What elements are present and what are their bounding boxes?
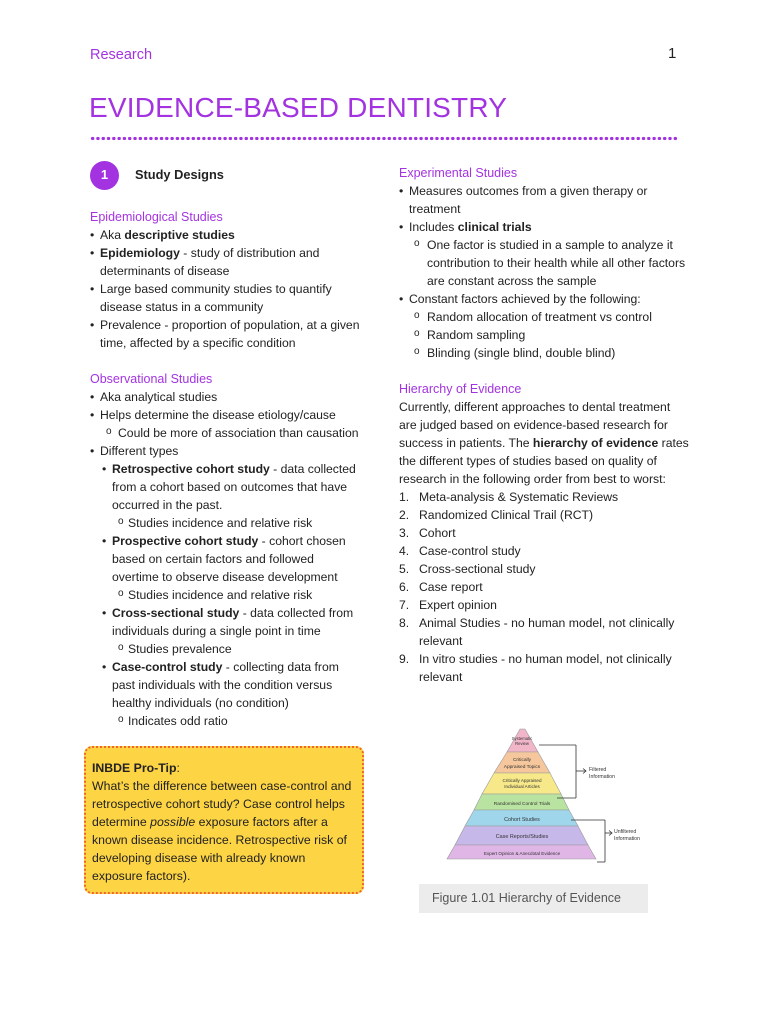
svg-text:Review: Review [515,741,529,746]
section-number-badge: 1 [90,161,119,190]
study-designs-heading [90,160,360,190]
list-item: 2. Randomized Clinical Trail (RCT) [399,508,594,522]
list-item: 5. Cross-sectional study [399,562,536,576]
unfiltered-label: Information [614,836,640,842]
sub-list-item: o Indicates odd ratio [90,712,360,730]
filtered-label: Filtered [589,767,607,773]
list-item: • Aka analytical studies [90,388,360,406]
filtered-label: Information [589,774,615,780]
list-item: • Helps determine the disease etiology/cause [90,406,360,424]
svg-text:Appraised Topics: Appraised Topics [503,765,541,770]
epidemiological-heading: Epidemiological Studies [90,210,223,224]
study-type-item: • Cross-sectional study - data collected from individuals during a single point in time [90,604,360,640]
page-title: EVIDENCE-BASED DENTISTRY [89,92,508,123]
list-item: 4. Case-control study [399,544,521,558]
svg-text:Cohort Studies: Cohort Studies [504,817,540,823]
list-item: • Constant factors achieved by the following: [399,290,689,308]
observational-list [90,388,360,730]
list-item: 7. Expert opinion [399,598,497,612]
svg-text:Systematic: Systematic [511,736,533,741]
study-type-item: • Prospective cohort study - cohort chosen based on certain factors and followed overtime to observe disease development [90,532,360,586]
sub-list-item: o One factor is studied in a sample to analyze it contribution to their health while all other factors are constant across the sample [399,236,689,290]
svg-text:Randomised Control Trials: Randomised Control Trials [493,802,551,807]
list-item: 1. Meta-analysis & Systematic Reviews [399,490,619,504]
sub-list-item: o Studies prevalence [90,640,360,658]
list-item: • Large based community studies to quantify disease status in a community [90,280,360,316]
list-item: • Aka descriptive studies [90,226,360,244]
hierarchy-paragraph: Currently, different approaches to dental treatment are judged based on evidence-based research for success in patients. The hierarchy of evidence rates the different types of studies based on quality of research in the following order from best to worst: [399,400,689,486]
hierarchy-heading: Hierarchy of Evidence [399,382,522,396]
list-item: 3. Cohort [399,526,456,540]
svg-text:Individual Articles: Individual Articles [504,784,540,789]
sub-list-item: o Blinding (single blind, double blind) [399,344,689,362]
list-item: 8. Animal Studies - no human model, not clinically relevant [399,616,675,648]
figure-caption: Figure 1.01 Hierarchy of Evidence [419,884,648,913]
observational-heading: Observational Studies [90,372,213,386]
list-item: 9. In vitro studies - no human model, not clinically relevant [399,652,672,684]
hierarchy-pyramid-figure [419,726,647,876]
svg-text:Expert Opinion & Anecdotal Evi: Expert Opinion & Anecdotal Evidence [483,851,561,856]
page-number: 1 [668,45,677,62]
list-item: • Includes clinical trials [399,218,689,236]
study-type-item: • Retrospective cohort study - data collected from a cohort based on outcomes that have occurred in the past. [90,460,360,514]
svg-text:Critically: Critically [512,758,532,763]
sub-list-item: o Random sampling [399,326,689,344]
list-item: • Different types [90,442,360,460]
dotted-divider [90,136,679,141]
experimental-list [399,182,689,362]
sub-list-item: o Random allocation of treatment vs control [399,308,689,326]
list-item: • Prevalence - proportion of population, at a given time, affected by a specific condition [90,316,360,352]
right-column [399,164,689,686]
study-type-item: • Case-control study - collecting data from past individuals with the condition versus healthy individuals (no condition) [90,658,360,712]
pro-tip-title: INBDE Pro-Tip: [92,761,180,775]
left-column [90,160,360,730]
list-item: • Measures outcomes from a given therapy or treatment [399,182,689,218]
study-designs-label: Study Designs [135,167,224,182]
unfiltered-label: Unfiltered [614,829,637,835]
section-label: Research [90,47,153,63]
svg-text:Case Reports/Studies: Case Reports/Studies [495,834,549,840]
pro-tip-text: What’s the difference between case-control and retrospective cohort study? Case control helps determine possible exposure factors after a known disease incidence. Retrospective risk of developing disease with already known exposure factors). [92,779,352,883]
hierarchy-list [399,488,689,686]
svg-text:Critically Appraised: Critically Appraised [502,778,542,783]
list-item: 6. Case report [399,580,483,594]
sub-list-item: o Could be more of association than causation [90,424,360,442]
pro-tip-box [84,746,364,894]
sub-list-item: o Studies incidence and relative risk [90,514,360,532]
list-item: • Epidemiology - study of distribution and determinants of disease [90,244,360,280]
sub-list-item: o Studies incidence and relative risk [90,586,360,604]
experimental-heading: Experimental Studies [399,166,518,180]
epidemiological-list [90,226,360,352]
